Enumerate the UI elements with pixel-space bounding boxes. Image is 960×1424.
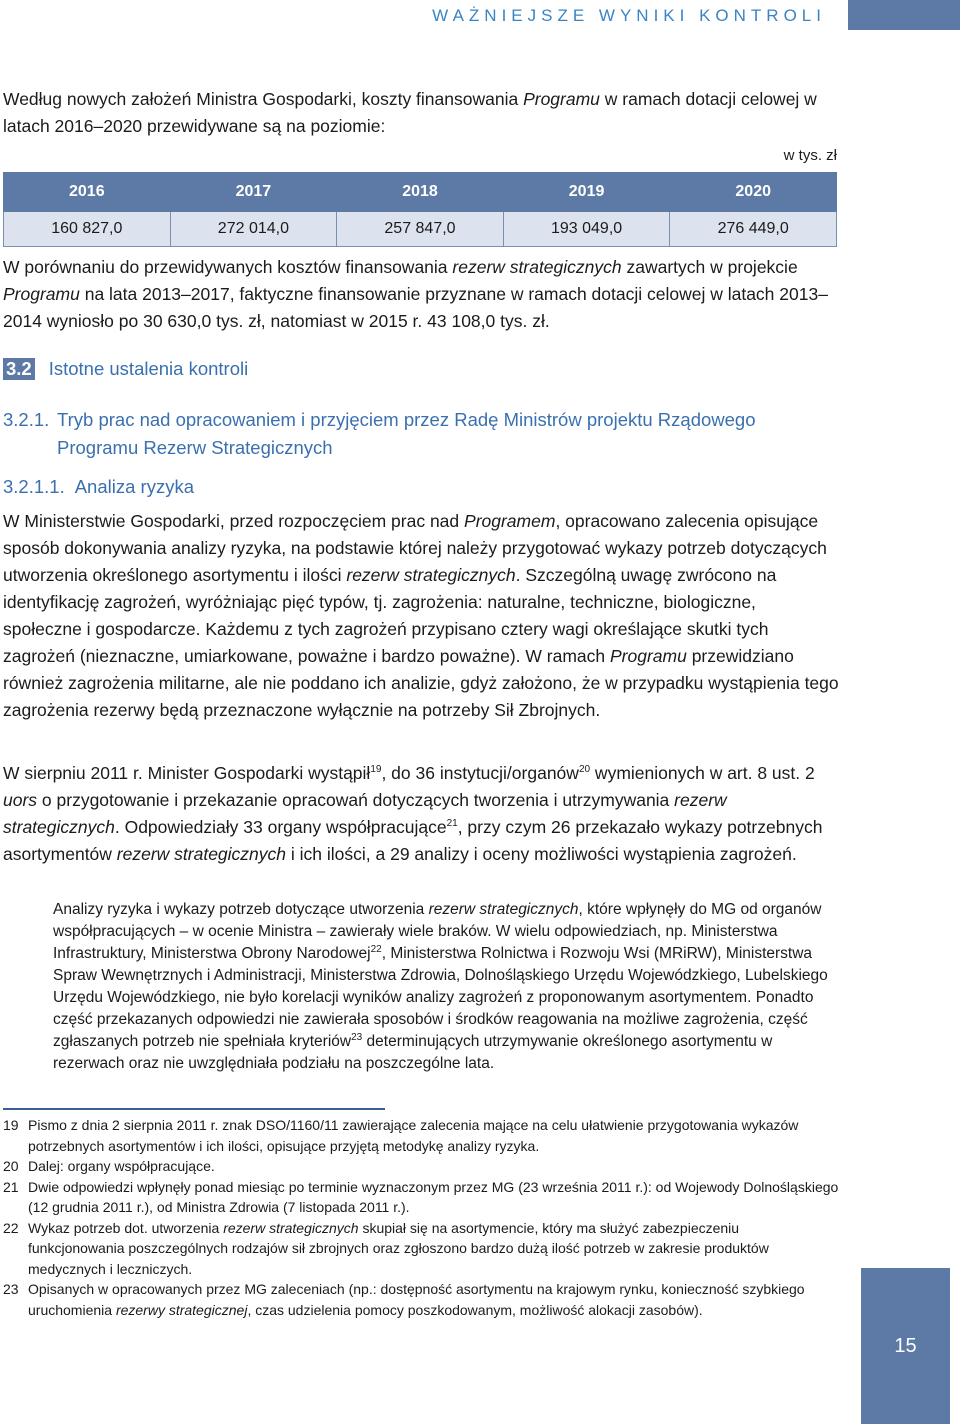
minister-request-paragraph: W sierpniu 2011 r. Minister Gospodarki wystąpił$^{19}$, do 36 instytucji/organów$^{20}$ wymienionych w art. 8 ust. 2 uors o przygotowanie i przekazanie opracowań dotyczących tworzenia i utrzymywania rezerw strategicznych. Odpowiedziały 33 organy współpracujące$^{21}$, przy czym 26 przekazało wykazy potrzebnych asortymentów rezerw strategicznych i ich ilości, a 29 analizy i oceny możliwości wystąpienia zagrożeń. xyxy=(3,763,823,864)
footnote-ref: 23 xyxy=(351,1031,363,1043)
subsubsection-heading xyxy=(3,476,194,498)
year-header: 2017 xyxy=(170,173,337,212)
footnote-item: 21 Dwie odpowiedzi wpłynęły ponad miesiąc po terminie wyznaczonym przez MG (23 września 2011 r.): od Wojewody Dolnośląskiego (12 grudnia 2011 r.), od Ministra Zdrowia (7 listopada 2011 r.). xyxy=(3,1178,839,1215)
assessment-paragraph: Analizy ryzyka i wykazy potrzeb dotyczące utworzenia rezerw strategicznych, które wpłynęły do MG od organów współpracujących – w ocenie Ministra – zawierały wiele braków. W wielu odpowiedziach, np. Ministerstwa Infrastruktury, Ministerstwa Obrony Narodowej$^{22}$, Ministerstwa Rolnictwa i Rozwoju Wsi (MRiRW), Ministerstwa Spraw Wewnętrznych i Administracji, Ministerstwa Zdrowia, Dolnośląskiego Urzędu Wojewódzkiego, Lubelskiego Urzędu Wojewódzkiego, nie było korelacji wyników analizy zagrożeń z proponowanym asortymentem. Ponadto część przekazanych odpowiedzi nie zawierała sposobów i środków reagowania na możliwe zagrożenia, część zgłaszanych potrzeb nie spełniała kryteriów$^{23}$ determinujących utrzymywanie określonego asortymentu w rezerwach oraz nie uwzględniała podziału na poszczególne lata. xyxy=(53,901,828,1072)
comparison-paragraph: W porównaniu do przewidywanych kosztów finansowania rezerw strategicznych zawartych w projekcie Programu na lata 2013–2017, faktyczne finansowanie przyznane w ramach dotacji celowej w latach 2013–2014 wyniosło po 30 630,0 tys. zł, natomiast w 2015 r. 43 108,0 tys. zł. xyxy=(3,257,828,331)
amount-cell: 257 847,0 xyxy=(337,212,504,247)
amount-cell: 160 827,0 xyxy=(4,212,171,247)
section-number: 3.2 xyxy=(3,358,35,380)
financing-table xyxy=(3,172,837,247)
year-header: 2018 xyxy=(337,173,504,212)
amount-cell: 272 014,0 xyxy=(170,212,337,247)
table-row xyxy=(4,212,837,247)
year-header: 2016 xyxy=(4,173,171,212)
amount-cell: 276 449,0 xyxy=(670,212,837,247)
footnote-ref: 20 xyxy=(578,764,591,776)
table-header-row xyxy=(4,173,837,212)
footnote-item: 20 Dalej: organy współpracujące. xyxy=(3,1156,839,1177)
amount-cell: 193 049,0 xyxy=(503,212,670,247)
table-unit-label: w tys. zł xyxy=(783,147,837,164)
subsection-number: 3.2.1. xyxy=(3,409,50,430)
subsubsection-number: 3.2.1.1. xyxy=(3,476,65,497)
running-header: WAŻNIEJSZE WYNIKI KONTROLI xyxy=(432,6,826,25)
subsection-title: Tryb prac nad opracowaniem i przyjęciem przez Radę Ministrów projektu Rządowego Programu Rezerw Strategicznych xyxy=(57,409,756,458)
year-header: 2019 xyxy=(503,173,670,212)
footnote-separator xyxy=(3,1108,385,1110)
footnote-number: 19 xyxy=(3,1117,19,1133)
header-color-block xyxy=(848,0,960,30)
footnote-ref: 19 xyxy=(370,764,382,776)
year-header: 2020 xyxy=(670,173,837,212)
page-number: 15 xyxy=(861,1268,950,1424)
intro-paragraph: Według nowych założeń Ministra Gospodarki, koszty finansowania Programu w ramach dotacji celowej w latach 2016–2020 przewidywane są na poziomie: xyxy=(3,89,817,136)
risk-analysis-paragraph: W Ministerstwie Gospodarki, przed rozpoczęciem prac nad Programem, opracowano zalecenia opisujące sposób dokonywania analizy ryzyka, na podstawie której należy przygotować wykazy potrzeb dotyczących utworzenia określonego asortymentu i ilości rezerw strategicznych. Szczególną uwagę zwrócono na identyfikację zagrożeń, wyróżniając pięć typów, tj. zagrożenia: naturalne, techniczne, biologiczne, społeczne i gospodarcze. Każdemu z tych zagrożeń przypisano cztery wagi określające skutki tych zagrożeń (nieznaczne, umiarkowane, poważne i bardzo poważne). W ramach Programu przewidziano również zagrożenia militarne, ale nie poddano ich analizie, gdyż założono, że w przypadku wystąpienia tego zagrożenia rezerwy będą przeznaczone wyłącznie na potrzeby Sił Zbrojnych. xyxy=(3,511,839,720)
footnote-item: 22 Wykaz potrzeb dot. utworzenia rezerw strategicznych skupiał się na asortymencie, który ma służyć zabezpieczeniu funkcjonowania poszczególnych rodzajów sił zbrojnych oraz zgłoszono bardzo dużą ilość potrzeb w zakresie produktów medycznych i leczniczych. xyxy=(3,1219,769,1277)
section-title: Istotne ustalenia kontroli xyxy=(48,358,249,379)
footnote-ref: 21 xyxy=(446,818,458,830)
subsubsection-title: Analiza ryzyka xyxy=(74,476,194,497)
footnotes xyxy=(3,1115,839,1320)
footnote-item: 19 Pismo z dnia 2 sierpnia 2011 r. znak DSO/1160/11 zawierające zalecenia mające na celu ułatwienie przygotowania wykazów potrzebnych asortymentów i ich ilości, opisujące przyjętą metodykę analizy ryzyka. xyxy=(3,1117,799,1154)
section-heading xyxy=(3,358,248,380)
footnote-ref: 22 xyxy=(370,943,382,955)
footnote-number: 21 xyxy=(3,1178,19,1195)
footnote-number: 23 xyxy=(3,1281,19,1297)
subsection-heading xyxy=(3,406,839,462)
footnote-number: 20 xyxy=(3,1158,19,1174)
footnote-number: 22 xyxy=(3,1219,19,1236)
footnote-item: 23 Opisanych w opracowanych przez MG zaleceniach (np.: dostępność asortymentu na krajowym rynku, konieczność szybkiego uruchomienia rezerwy strategicznej, czas udzielenia pomocy poszkodowanym, możliwość alokacji zasobów). xyxy=(3,1281,805,1318)
